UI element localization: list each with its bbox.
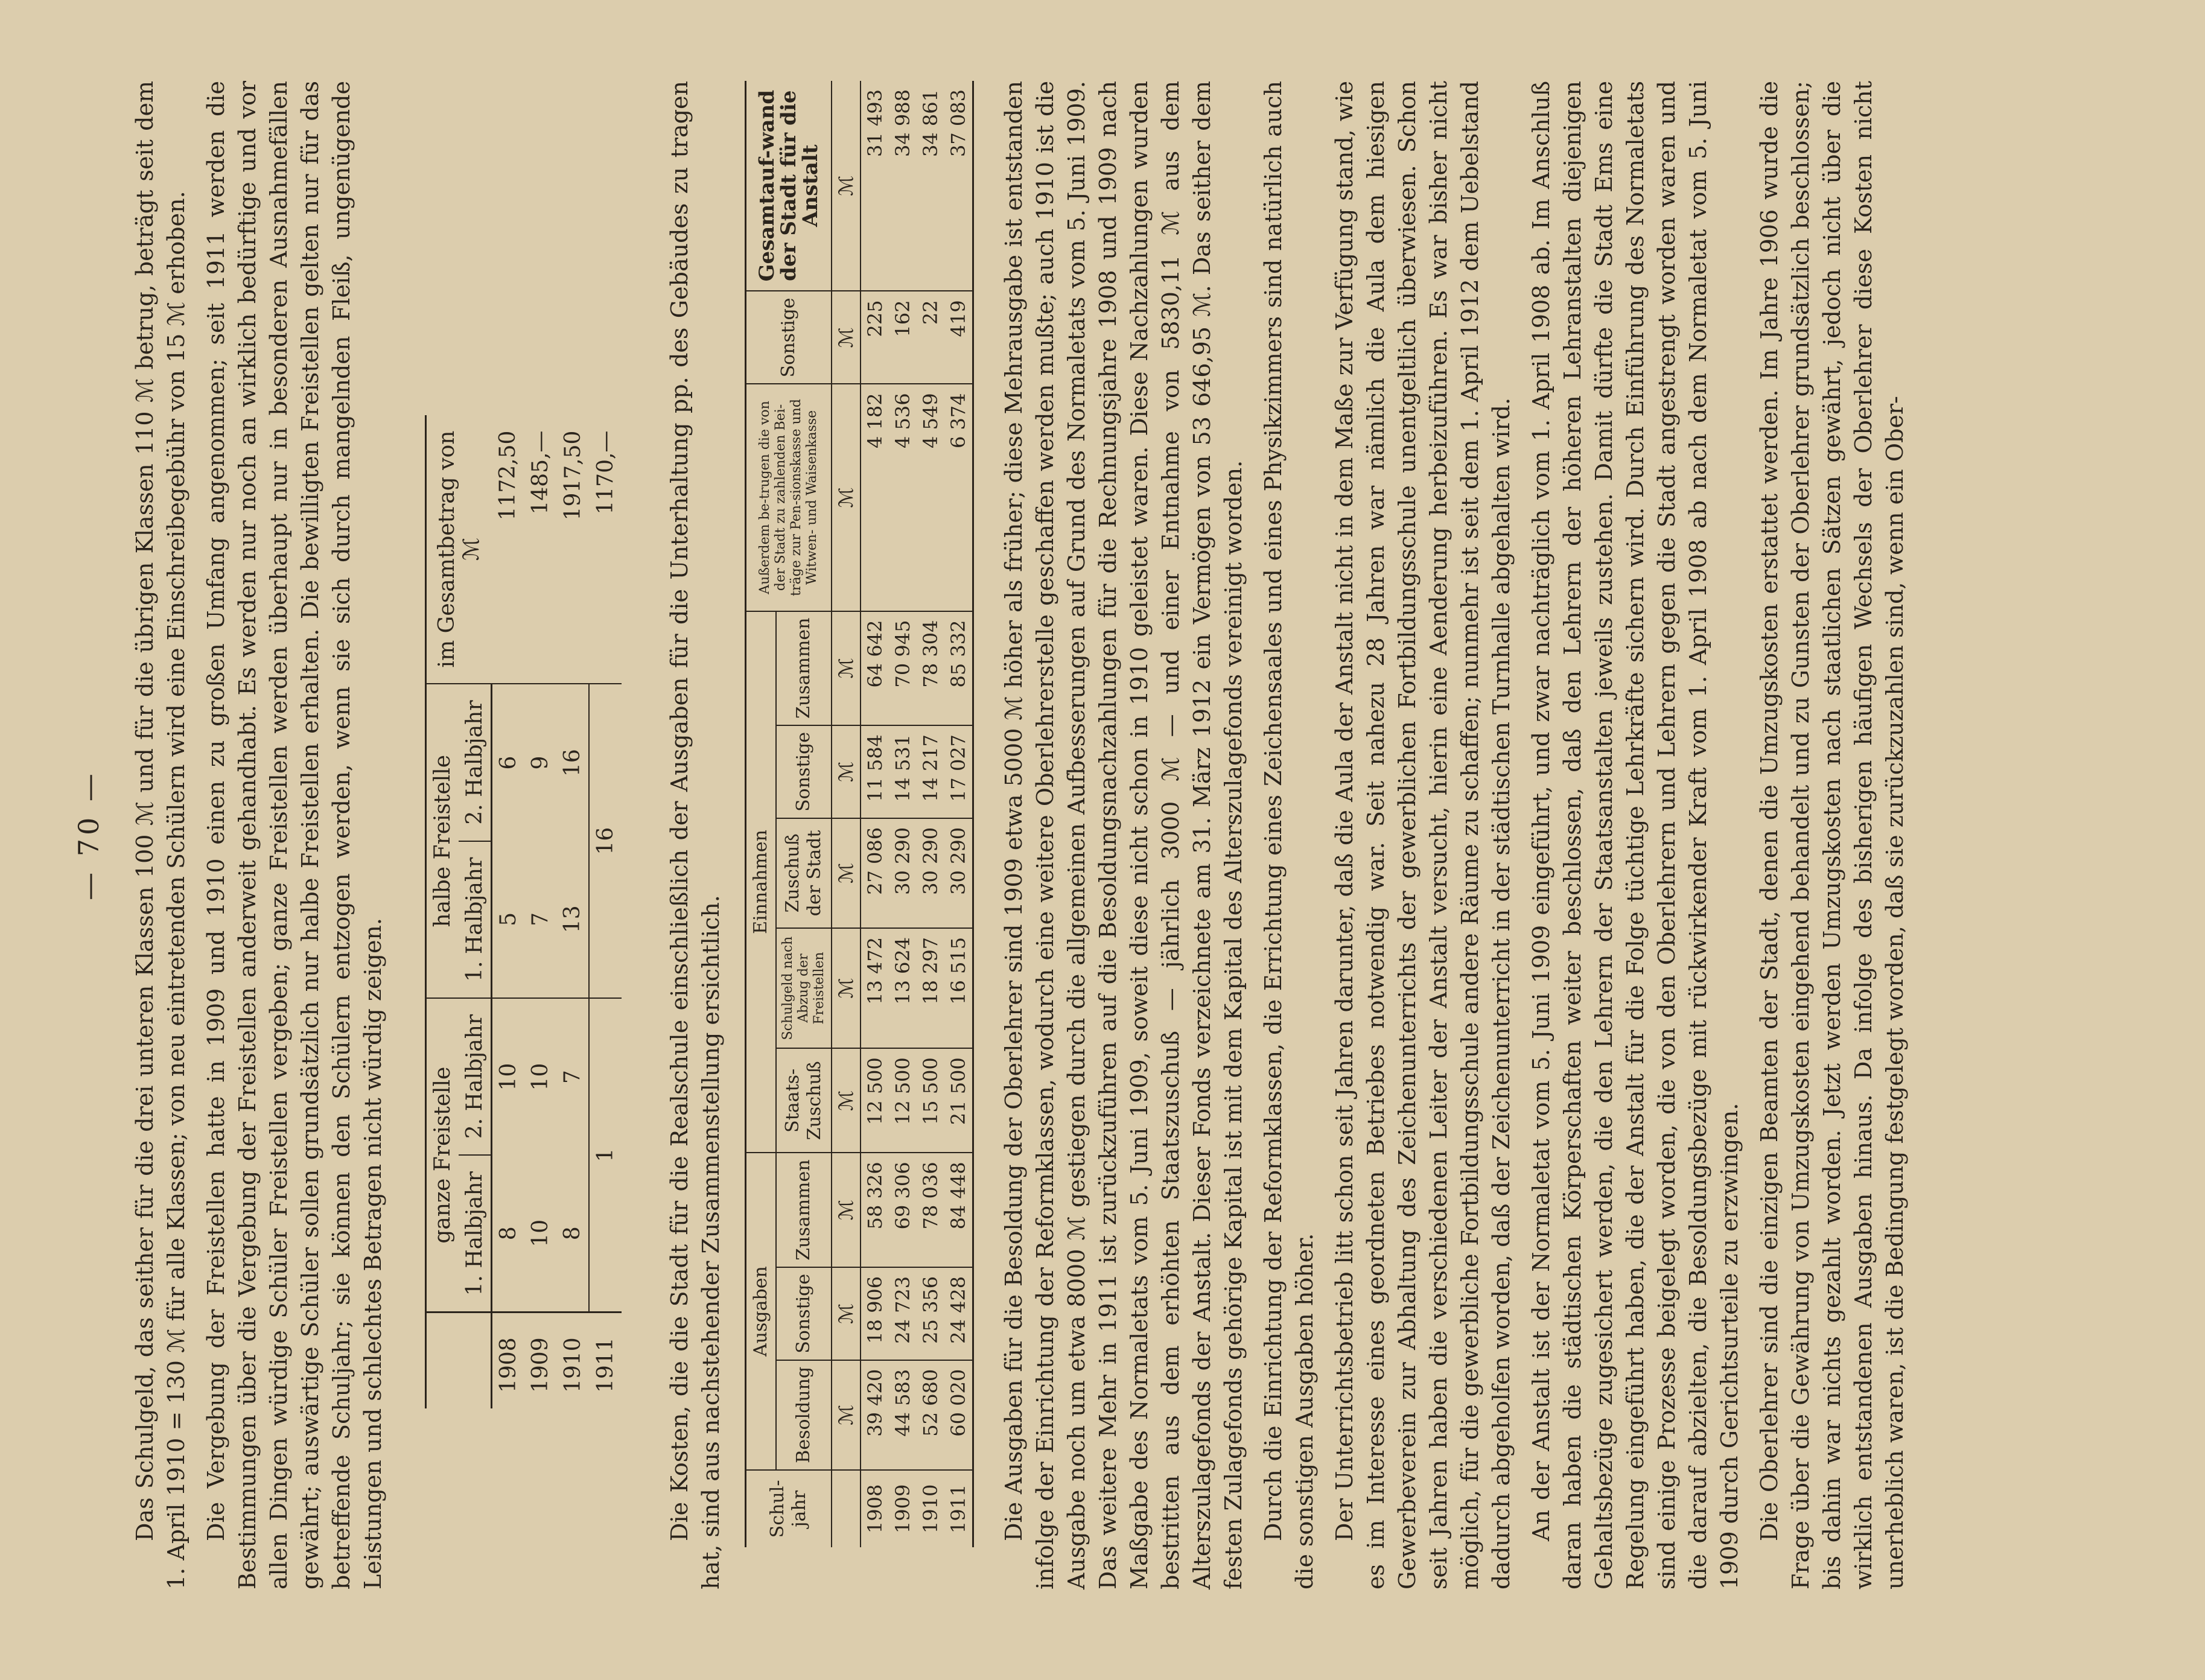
header-besoldung: Besoldung xyxy=(776,1360,832,1470)
paragraph-reformklassen: Durch die Einrichtung der Reformklassen, die Errichtung eines Zeichensaales und eines Physikzimmers sind natürlich auch die sonstigen Ausgaben höher. xyxy=(1260,81,1318,1589)
header-ganze-hj1: 1. Halbjahr xyxy=(459,1155,492,1312)
table-row: 1909 10 10 7 9 1485,— xyxy=(524,415,556,1408)
header-staatszuschuss: Staats-Zuschuß xyxy=(776,1048,832,1153)
table-row: 1910 52 680 25 356 78 036 15 500 18 297 30 290 14 217 78 304 4 549 22 34 861 xyxy=(917,81,944,1547)
paragraph-kosten: Die Kosten, die die Stadt für die Realschule einschließlich der Ausgaben für die Unterhaltung pp. des Gebäudes zu tragen hat, sind aus nachstehender Zusammenstellung ersichtlich. xyxy=(666,81,724,1589)
table-row: 1911 60 020 24 428 84 448 21 500 16 515 30 290 17 027 85 332 6 374 419 37 083 xyxy=(944,81,973,1547)
paragraph-freistellen: Die Vergebung der Freistellen hatte in 1909 und 1910 einen zu großen Umfang angenommen; seit 1911 werden die Bestimmungen über die Vergebung der Freistellen anderweit gehandhabt. Es werden nur noch an wirklich bedürftige und vor allen Dingen würdige Schüler Freistellen vergeben; ganze Freistellen werden überhaupt nur in besonderen Ausnahmefällen gewährt; auswärtige Schüler sollen grundsätzlich nur halbe Freistellen erhalten. Die bewilligten Freistellen gelten nur für das betreffende Schuljahr; sie können den Schülern entzogen werden, wenn sie sich durch mangelnden Fleiß, ungenügende Leistungen und schlechtes Betragen nicht würdig zeigen. xyxy=(203,81,386,1589)
page-content xyxy=(72,81,1919,1589)
paragraph-normaletat: An der Anstalt ist der Normaletat vom 5. Juni 1909 eingeführt, und zwar nachträglich vom 1. April 1908 ab. Im Anschluß daran haben die städtischen Körperschaften weiter beschlossen, daß den Lehrern der höheren Lehranstalten diejenigen Gehaltsbezüge zugesichert werden, die den Lehrern der Staatsanstalten jeweils zustehen. Damit dürfte die Stadt Ems eine Regelung eingeführt haben, die der Anstalt für die Folge tüchtige Lehrkräfte sichern wird. Durch Einführung des Normaletats sind einige Prozesse beigelegt worden, die von den Oberlehrern und Lehrern gegen die Stadt angestrengt worden waren und die darauf abzielten, die Besoldungsbezüge mit rückwirkender Kraft vom 1. April 1908 ab nach dem Normaletat vom 5. Juni 1909 durch Gerichtsurteile zu erzwingen. xyxy=(1528,81,1743,1589)
header-einnahmen-zusammen: Zusammen xyxy=(776,611,832,725)
header-ausserdem: Außerdem be-trugen die von der Stadt zu zahlenden Bei-träge zur Pen-sionskasse und Witwen- und Waisenkasse xyxy=(746,384,832,611)
header-betrag-label: im Gesamtbetrag von xyxy=(434,430,459,668)
header-einnahmen-sonstige: Sonstige xyxy=(776,725,832,818)
table-row: 1908 8 10 5 6 1172,50 xyxy=(492,415,525,1408)
header-einnahmen: Einnahmen xyxy=(746,611,777,1153)
freistellen-table xyxy=(425,415,622,1408)
header-halbe: halbe Freistelle xyxy=(426,684,459,998)
paragraph-aula: Der Unterrichtsbetrieb litt schon seit Jahren darunter, daß die Aula der Anstalt nicht in dem Maße zur Verfügung stand, wie es im Interesse eines geordneten Betriebes notwendig war. Seit nahezu 28 Jahren war nämlich die Aula dem hiesigen Gewerbeverein zur Abhaltung des Zeichenunterrichts der gewerblichen Fortbildungsschule unentgeltlich überwiesen. Schon seit Jahren haben die verschiedenen Leiter der Anstalt versucht, hierin eine Aenderung herbeizuführen. Es war bisher nicht möglich, für die gewerbliche Fortbildungsschule andere Räume zu schaffen; nunmehr ist seit dem 1. April 1912 dem Uebelstand dadurch abgeholfen worden, daß der Zeichenunterricht in der städtischen Turnhalle abgehalten wird. xyxy=(1331,81,1515,1589)
header-ganze-hj2: 2. Halbjahr xyxy=(459,998,492,1155)
header-halbe-hj1: 1. Halbjahr xyxy=(459,841,492,998)
table-row: 1908 39 420 18 906 58 326 12 500 13 472 27 086 11 584 64 642 4 182 225 31 493 xyxy=(861,81,889,1547)
kosten-table xyxy=(745,81,974,1547)
header-betrag xyxy=(426,415,492,684)
table-row: 1910 8 7 13 16 1917,50 xyxy=(556,415,589,1408)
header-schulgeld: Schulgeld nach Abzug der Freistellen xyxy=(776,928,832,1048)
table-row: 1911 1 16 1170,— xyxy=(589,415,622,1408)
header-zusammen: Zusammen xyxy=(776,1153,832,1267)
corner-cell xyxy=(426,1312,459,1408)
header-ausgaben: Ausgaben xyxy=(746,1153,777,1469)
header-ganze: ganze Freistelle xyxy=(426,998,459,1312)
corner-cell-2 xyxy=(459,1312,492,1408)
header-schuljahr: Schul-jahr xyxy=(746,1470,832,1547)
paragraph-schulgeld: Das Schulgeld, das seither für die drei unteren Klassen 100 ℳ und für die übrigen Klassen 110 ℳ betrug, beträgt seit dem 1. April 1910 = 130 ℳ für alle Klassen; von neu eintretenden Schülern wird eine Einschreibegebühr von 15 ℳ erhoben. xyxy=(132,81,189,1589)
header-halbe-hj2: 2. Halbjahr xyxy=(459,684,492,841)
header-sonstiges: Sonstige xyxy=(746,291,832,384)
table-row: 1909 44 583 24 723 69 306 12 500 13 624 30 290 14 531 70 945 4 536 162 34 988 xyxy=(889,81,917,1547)
header-gesamtaufwand: Gesamtauf-wand der Stadt für die Anstalt xyxy=(746,81,832,291)
header-betrag-unit: ℳ xyxy=(459,537,484,561)
page-number: — 70 — xyxy=(72,770,105,900)
paragraph-umzugskosten: Die Oberlehrer sind die einzigen Beamten der Stadt, denen die Umzugskosten erstattet werden. Im Jahre 1906 wurde die Frage über die Gewährung von Umzugskosten eingehend behandelt und zu Gunsten der Oberlehrer grundsätzlich beschlossen; bis dahin war nichts gezahlt worden. Jetzt werden Umzugskosten nach staatlichen Sätzen gewährt, jedoch nicht über die wirklich entstandenen Ausgaben hinaus. Da infolge des bisherigen häufigen Wechsels der Oberlehrer diese Kosten nicht unerheblich waren, ist die Bedingung festgelegt worden, daß sie zurückzuzahlen sind, wenn ein Ober- xyxy=(1756,81,1908,1589)
paragraph-besoldung: Die Ausgaben für die Besoldung der Oberlehrer sind 1909 etwa 5000 ℳ höher als früher; diese Mehrausgabe ist entstanden infolge der Einrichtung der Reformklassen, wodurch eine weitere Oberlehrerstelle geschaffen werden mußte; auch 1910 ist die Ausgabe noch um etwa 8000 ℳ gestiegen durch die allgemeinen Aufbesserungen auf Grund des Normaletats vom 5. Juni 1909. Das weitere Mehr in 1911 ist zurückzuführen auf die Besoldungsnachzahlungen für die Rechnungsjahre 1908 und 1909 nach Maßgabe des Normaletats vom 5. Juni 1909, soweit diese nicht schon in 1910 geleistet waren. Diese Nachzahlungen wurden bestritten aus dem erhöhten Staatszuschuß — jährlich 3000 ℳ — und einer Entnahme von 5830,11 ℳ aus dem Alterszulagefonds der Anstalt. Dieser Fonds verzeichnete am 31. März 1912 ein Vermögen von 53 646,95 ℳ. Das seither dem festen Zulagefonds gehörige Kapital ist mit dem Kapital des Alterszulagefonds vereinigt worden. xyxy=(1001,81,1247,1589)
unit-row: ℳ ℳ ℳ ℳ ℳ ℳ ℳ ℳ ℳ ℳ ℳ xyxy=(832,81,861,1547)
header-stadtzuschuss: Zuschuß der Stadt xyxy=(776,818,832,928)
header-sonstige: Sonstige xyxy=(776,1267,832,1360)
